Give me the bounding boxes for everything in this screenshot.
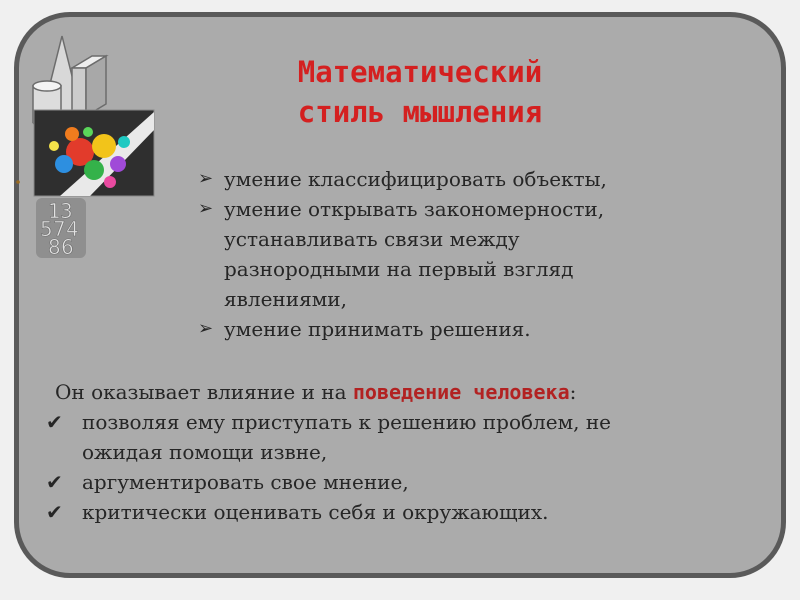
skill-item: ➢ умение открывать закономерности, устанавливать связи между разнородными на первый взгляд явлениями, (196, 194, 756, 314)
influence-item: ✔ критически оценивать себя и окружающих. (46, 497, 766, 527)
digits-tile (36, 198, 86, 259)
influence-intro: Он оказывает влияние и на поведение человека: (55, 380, 577, 404)
slide-title (200, 52, 640, 132)
skill-item: ➢ умение классифицировать объекты, (196, 164, 756, 194)
colorful-abstract-picture (34, 110, 154, 196)
skills-list (196, 164, 756, 344)
small-dot (16, 180, 20, 184)
checkmark-icon: ✔ (46, 410, 63, 434)
digit-6: 6 (61, 235, 74, 259)
arrow-bullet-icon: ➢ (198, 198, 214, 219)
digit-3: 3 (60, 199, 73, 223)
math-collage-illustration (0, 0, 200, 260)
skill-item: ➢ умение принимать решения. (196, 314, 756, 344)
digit-8: 8 (48, 235, 61, 259)
influence-item: ✔ позволяя ему приступать к решению проблем, не ожидая помощи извне, (46, 407, 766, 467)
digit-7: 7 (53, 217, 66, 241)
behavior-highlight: поведение человека (352, 380, 570, 404)
arrow-bullet-icon: ➢ (198, 318, 214, 339)
title-line-1: Математический (297, 55, 543, 89)
arrow-bullet-icon: ➢ (198, 168, 214, 189)
cube-shape (72, 56, 106, 116)
digit-5: 5 (40, 217, 53, 241)
digit-1: 1 (48, 199, 61, 223)
checkmark-icon: ✔ (46, 470, 63, 494)
influence-item: ✔ аргументировать свое мнение, (46, 467, 766, 497)
influence-list (46, 407, 766, 527)
title-line-2: стиль мышления (297, 95, 543, 129)
checkmark-icon: ✔ (46, 500, 63, 524)
digit-4: 4 (66, 217, 79, 241)
